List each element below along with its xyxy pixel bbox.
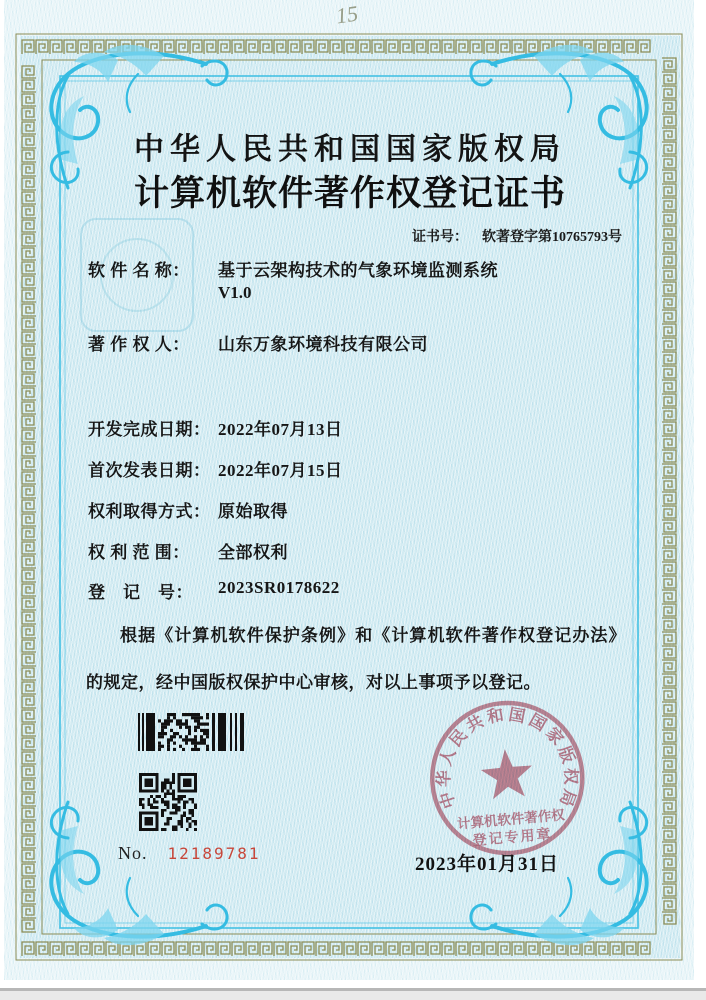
svg-text:中华人民共和国国家版权局: 中华人民共和国国家版权局	[434, 704, 581, 813]
certificate-number-value: 软著登字第10765793号	[482, 230, 622, 245]
certificate-number-line	[280, 226, 622, 246]
field-software-name	[88, 256, 498, 281]
field-value: 2022年07月15日	[218, 461, 343, 480]
field-label: 权利取得方式：	[88, 502, 211, 521]
issuing-authority-title: 中华人民共和国国家版权局	[134, 133, 566, 166]
barcode	[138, 713, 244, 751]
serial-number-label: No.	[118, 843, 148, 863]
field-copyright-owner	[88, 330, 428, 355]
field-rights-scope	[88, 538, 288, 563]
field-software-version: V1.0	[218, 283, 252, 302]
registration-statement: 根据《计算机软件保护条例》和《计算机软件著作权登记办法》的规定，经中国版权保护中心审核，对以上事项予以登记。	[86, 626, 626, 692]
field-value: 山东万象环境科技有限公司	[218, 335, 428, 354]
field-value: 原始取得	[218, 502, 288, 521]
field-first-publication-date	[88, 456, 343, 481]
field-rights-acquisition-method	[88, 497, 288, 522]
qr-code	[139, 773, 197, 831]
scan-edge-shadow	[0, 991, 706, 1000]
pencil-annotation: 15	[334, 0, 360, 29]
field-value: 2023SR0178622	[218, 578, 340, 597]
field-value: 2022年07月13日	[218, 420, 343, 439]
field-label: 软 件 名 称：	[88, 261, 190, 280]
certificate-number-label: 证书号：	[412, 230, 468, 245]
field-label: 首次发表日期：	[88, 461, 211, 480]
field-label: 权 利 范 围：	[88, 543, 190, 562]
certificate-title: 计算机软件著作权登记证书	[133, 174, 566, 213]
svg-text:登记专用章: 登记专用章	[472, 827, 554, 850]
field-value: 全部权利	[218, 543, 288, 562]
serial-number-value: 12189781	[167, 844, 261, 863]
svg-text:计算机软件著作权: 计算机软件著作权	[456, 807, 566, 832]
field-registration-number	[88, 578, 340, 603]
serial-number-line	[118, 843, 261, 864]
field-label: 登 记 号：	[88, 583, 193, 602]
field-value: 基于云架构技术的气象环境监测系统	[218, 261, 498, 280]
field-label: 著 作 权 人：	[88, 335, 190, 354]
field-development-completed-date	[88, 415, 343, 440]
field-label: 开发完成日期：	[88, 420, 211, 439]
issue-date: 2023年01月31日	[415, 854, 560, 875]
